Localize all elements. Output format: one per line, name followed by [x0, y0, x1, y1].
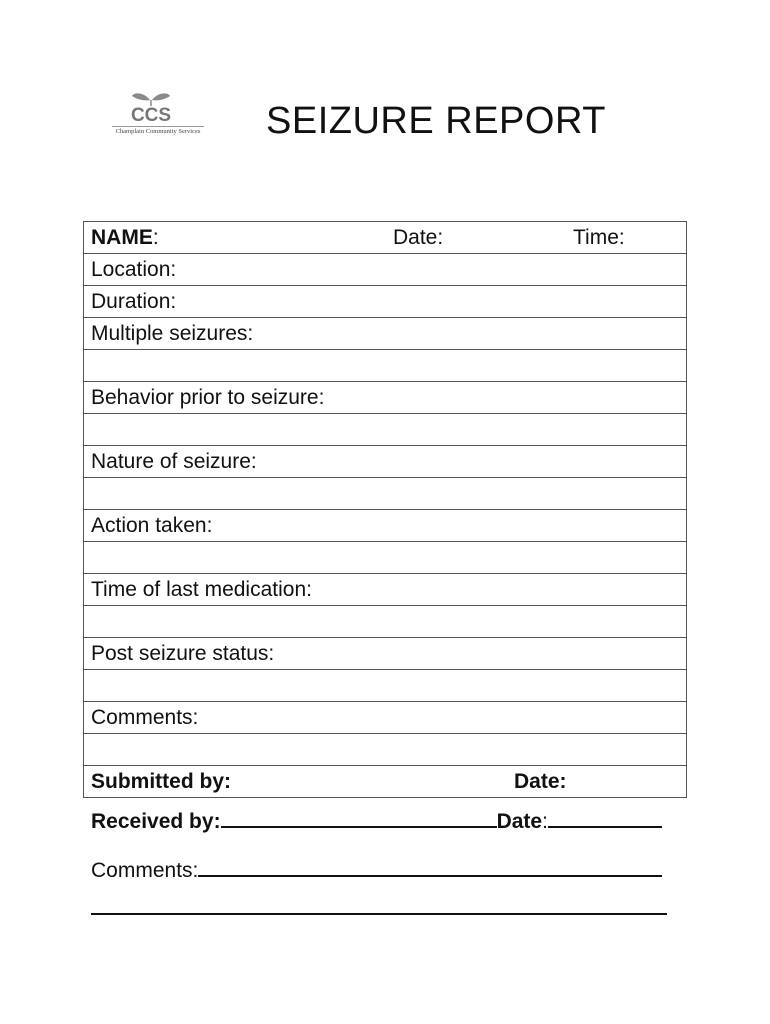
submitted-by-label: Submitted by: [91, 769, 231, 793]
form-row[interactable] [84, 254, 687, 286]
received-line [91, 806, 662, 834]
form-row-label: Action taken: [84, 510, 687, 542]
page-title: SEIZURE REPORT [266, 100, 606, 142]
form-row-name[interactable] [84, 222, 687, 254]
date-label: Date: [393, 225, 444, 249]
received-by-label: Received by: [91, 810, 221, 833]
comments-line [91, 855, 662, 883]
form-row[interactable] [84, 350, 687, 382]
form-row[interactable] [84, 702, 687, 734]
comments-continuation-field[interactable] [91, 913, 667, 915]
form-row[interactable] [84, 606, 687, 638]
form-row[interactable] [84, 318, 687, 350]
logo-abbr: CCS [130, 105, 172, 126]
form-row-label [84, 606, 687, 638]
received-by-field[interactable] [221, 806, 497, 828]
form-row[interactable] [84, 670, 687, 702]
seizure-form-table [83, 221, 687, 798]
form-row[interactable] [84, 734, 687, 766]
received-date-label: Date [496, 810, 543, 833]
submitted-date-label: Date: [514, 769, 567, 793]
received-date-colon: : [542, 810, 548, 833]
form-row-label [84, 670, 687, 702]
comments-label: Comments: [91, 859, 199, 882]
logo-divider [112, 126, 204, 127]
form-row-label [84, 478, 687, 510]
form-row[interactable] [84, 286, 687, 318]
form-row-label: Behavior prior to seizure: [84, 382, 687, 414]
form-row[interactable] [84, 414, 687, 446]
form-row[interactable] [84, 382, 687, 414]
form-row[interactable] [84, 510, 687, 542]
form-row[interactable] [84, 542, 687, 574]
ccs-logo [110, 90, 206, 140]
form-row-label: Post seizure status: [84, 638, 687, 670]
form-row-label: Location: [84, 254, 687, 286]
form-row-label [84, 734, 687, 766]
sprout-icon [110, 90, 206, 126]
form-row-label [84, 414, 687, 446]
logo-org-name: Champlain Community Services [115, 128, 201, 135]
name-colon: : [152, 225, 159, 249]
received-date-field[interactable] [548, 806, 662, 828]
time-label: Time: [573, 225, 625, 249]
form-row-label: Multiple seizures: [84, 318, 687, 350]
form-row[interactable] [84, 446, 687, 478]
form-row[interactable] [84, 478, 687, 510]
name-label: NAME [91, 225, 153, 249]
comments-field[interactable] [198, 855, 662, 877]
form-row-label: Nature of seizure: [84, 446, 687, 478]
form-row-label [84, 542, 687, 574]
form-row-label: Comments: [84, 702, 687, 734]
form-row-label: Duration: [84, 286, 687, 318]
form-row[interactable] [84, 574, 687, 606]
form-row-submitted[interactable] [84, 766, 687, 798]
form-row-label [84, 350, 687, 382]
form-row-label: Time of last medication: [84, 574, 687, 606]
form-row[interactable] [84, 638, 687, 670]
